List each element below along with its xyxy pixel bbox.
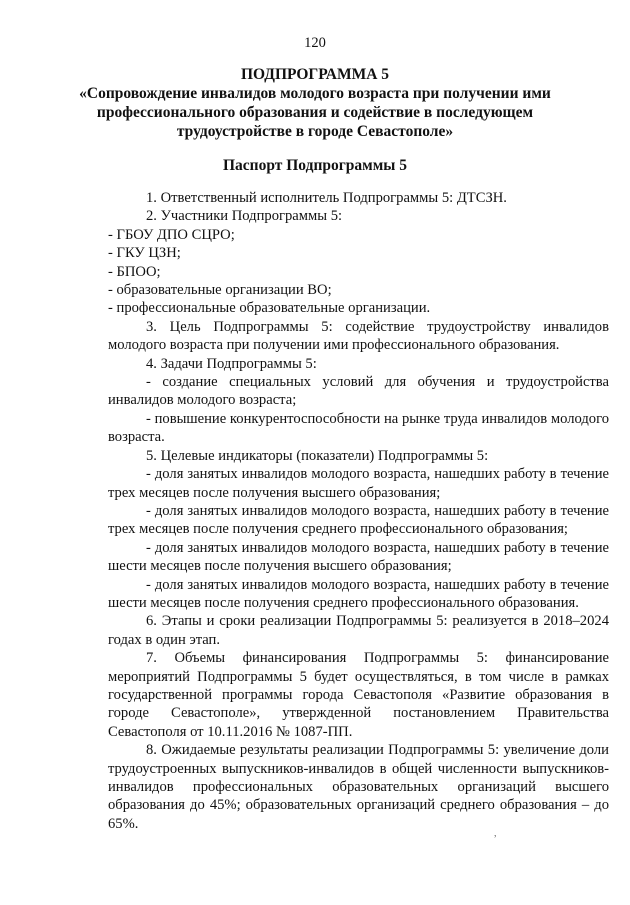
title-line-1: ПОДПРОГРАММА 5: [240, 66, 390, 83]
title-line-3: профессионального образования и содействие в последующем: [96, 104, 534, 121]
title-line-4: трудоустройстве в городе Севастополе»: [176, 123, 454, 140]
task-2: - повышение конкурентоспособности на рынке труда инвалидов молодого возраста.: [108, 410, 609, 446]
participant-1: - ГБОУ ДПО СЦРО;: [108, 226, 235, 243]
passport-heading: Паспорт Подпрограммы 5: [222, 157, 408, 174]
participant-3: - БПОО;: [108, 263, 161, 280]
indicator-3: - доля занятых инвалидов молодого возраста, нашедших работу в течение шести месяцев после получения высшего образования;: [108, 539, 609, 575]
item-5: 5. Целевые индикаторы (показатели) Подпрограммы 5:: [146, 447, 489, 464]
item-4: 4. Задачи Подпрограммы 5:: [146, 355, 317, 372]
title-line-2: «Сопровождение инвалидов молодого возраста при получении ими: [79, 85, 551, 102]
item-7: 7. Объемы финансирования Подпрограммы 5: финансирование мероприятий Подпрограммы 5 будет осуществляться, в том числе в рамках государственной программы города Севастополя «Развитие образования в городе Севастополе», утвержденной постановлением Правительства Севастополя от 10.11.2016 № 1087-ПП.: [108, 650, 609, 740]
participant-5: - профессиональные образовательные организации.: [108, 300, 431, 317]
item-6: 6. Этапы и сроки реализации Подпрограммы 5: реализуется в 2018–2024 годах в один этап.: [108, 613, 609, 648]
item-2: 2. Участники Подпрограммы 5:: [146, 208, 343, 225]
item-1: 1. Ответственный исполнитель Подпрограммы 5: ДТСЗН.: [146, 190, 507, 206]
page-number: 120: [304, 35, 326, 51]
indicator-1: - доля занятых инвалидов молодого возраста, нашедших работу в течение трех месяцев после получения высшего образования;: [108, 466, 609, 501]
subprogram-title: [40, 65, 590, 141]
indicator-2: - доля занятых инвалидов молодого возраста, нашедших работу в течение трех месяцев после получения среднего профессионального образования;: [108, 502, 609, 538]
participant-2: - ГКУ ЦЗН;: [108, 245, 181, 262]
passport-body: [108, 189, 609, 833]
task-1: - создание специальных условий для обучения и трудоустройства инвалидов молодого возраста;: [108, 374, 609, 409]
item-3: 3. Цель Подпрограммы 5: содействие трудоустройству инвалидов молодого возраста при получении ими профессионального образования.: [108, 318, 609, 354]
scan-mark: ,: [494, 828, 497, 839]
indicator-4: - доля занятых инвалидов молодого возраста, нашедших работу в течение шести месяцев после получения среднего профессионального образования.: [108, 576, 609, 611]
item-8: 8. Ожидаемые результаты реализации Подпрограммы 5: увеличение доли трудоустроенных выпускников-инвалидов в общей численности выпускников-инвалидов профессиональных образовательных организаций высшего образования до 45%; образовательных организаций среднего образования – до 65%.: [108, 742, 609, 832]
participant-4: - образовательные организации ВО;: [108, 282, 332, 299]
